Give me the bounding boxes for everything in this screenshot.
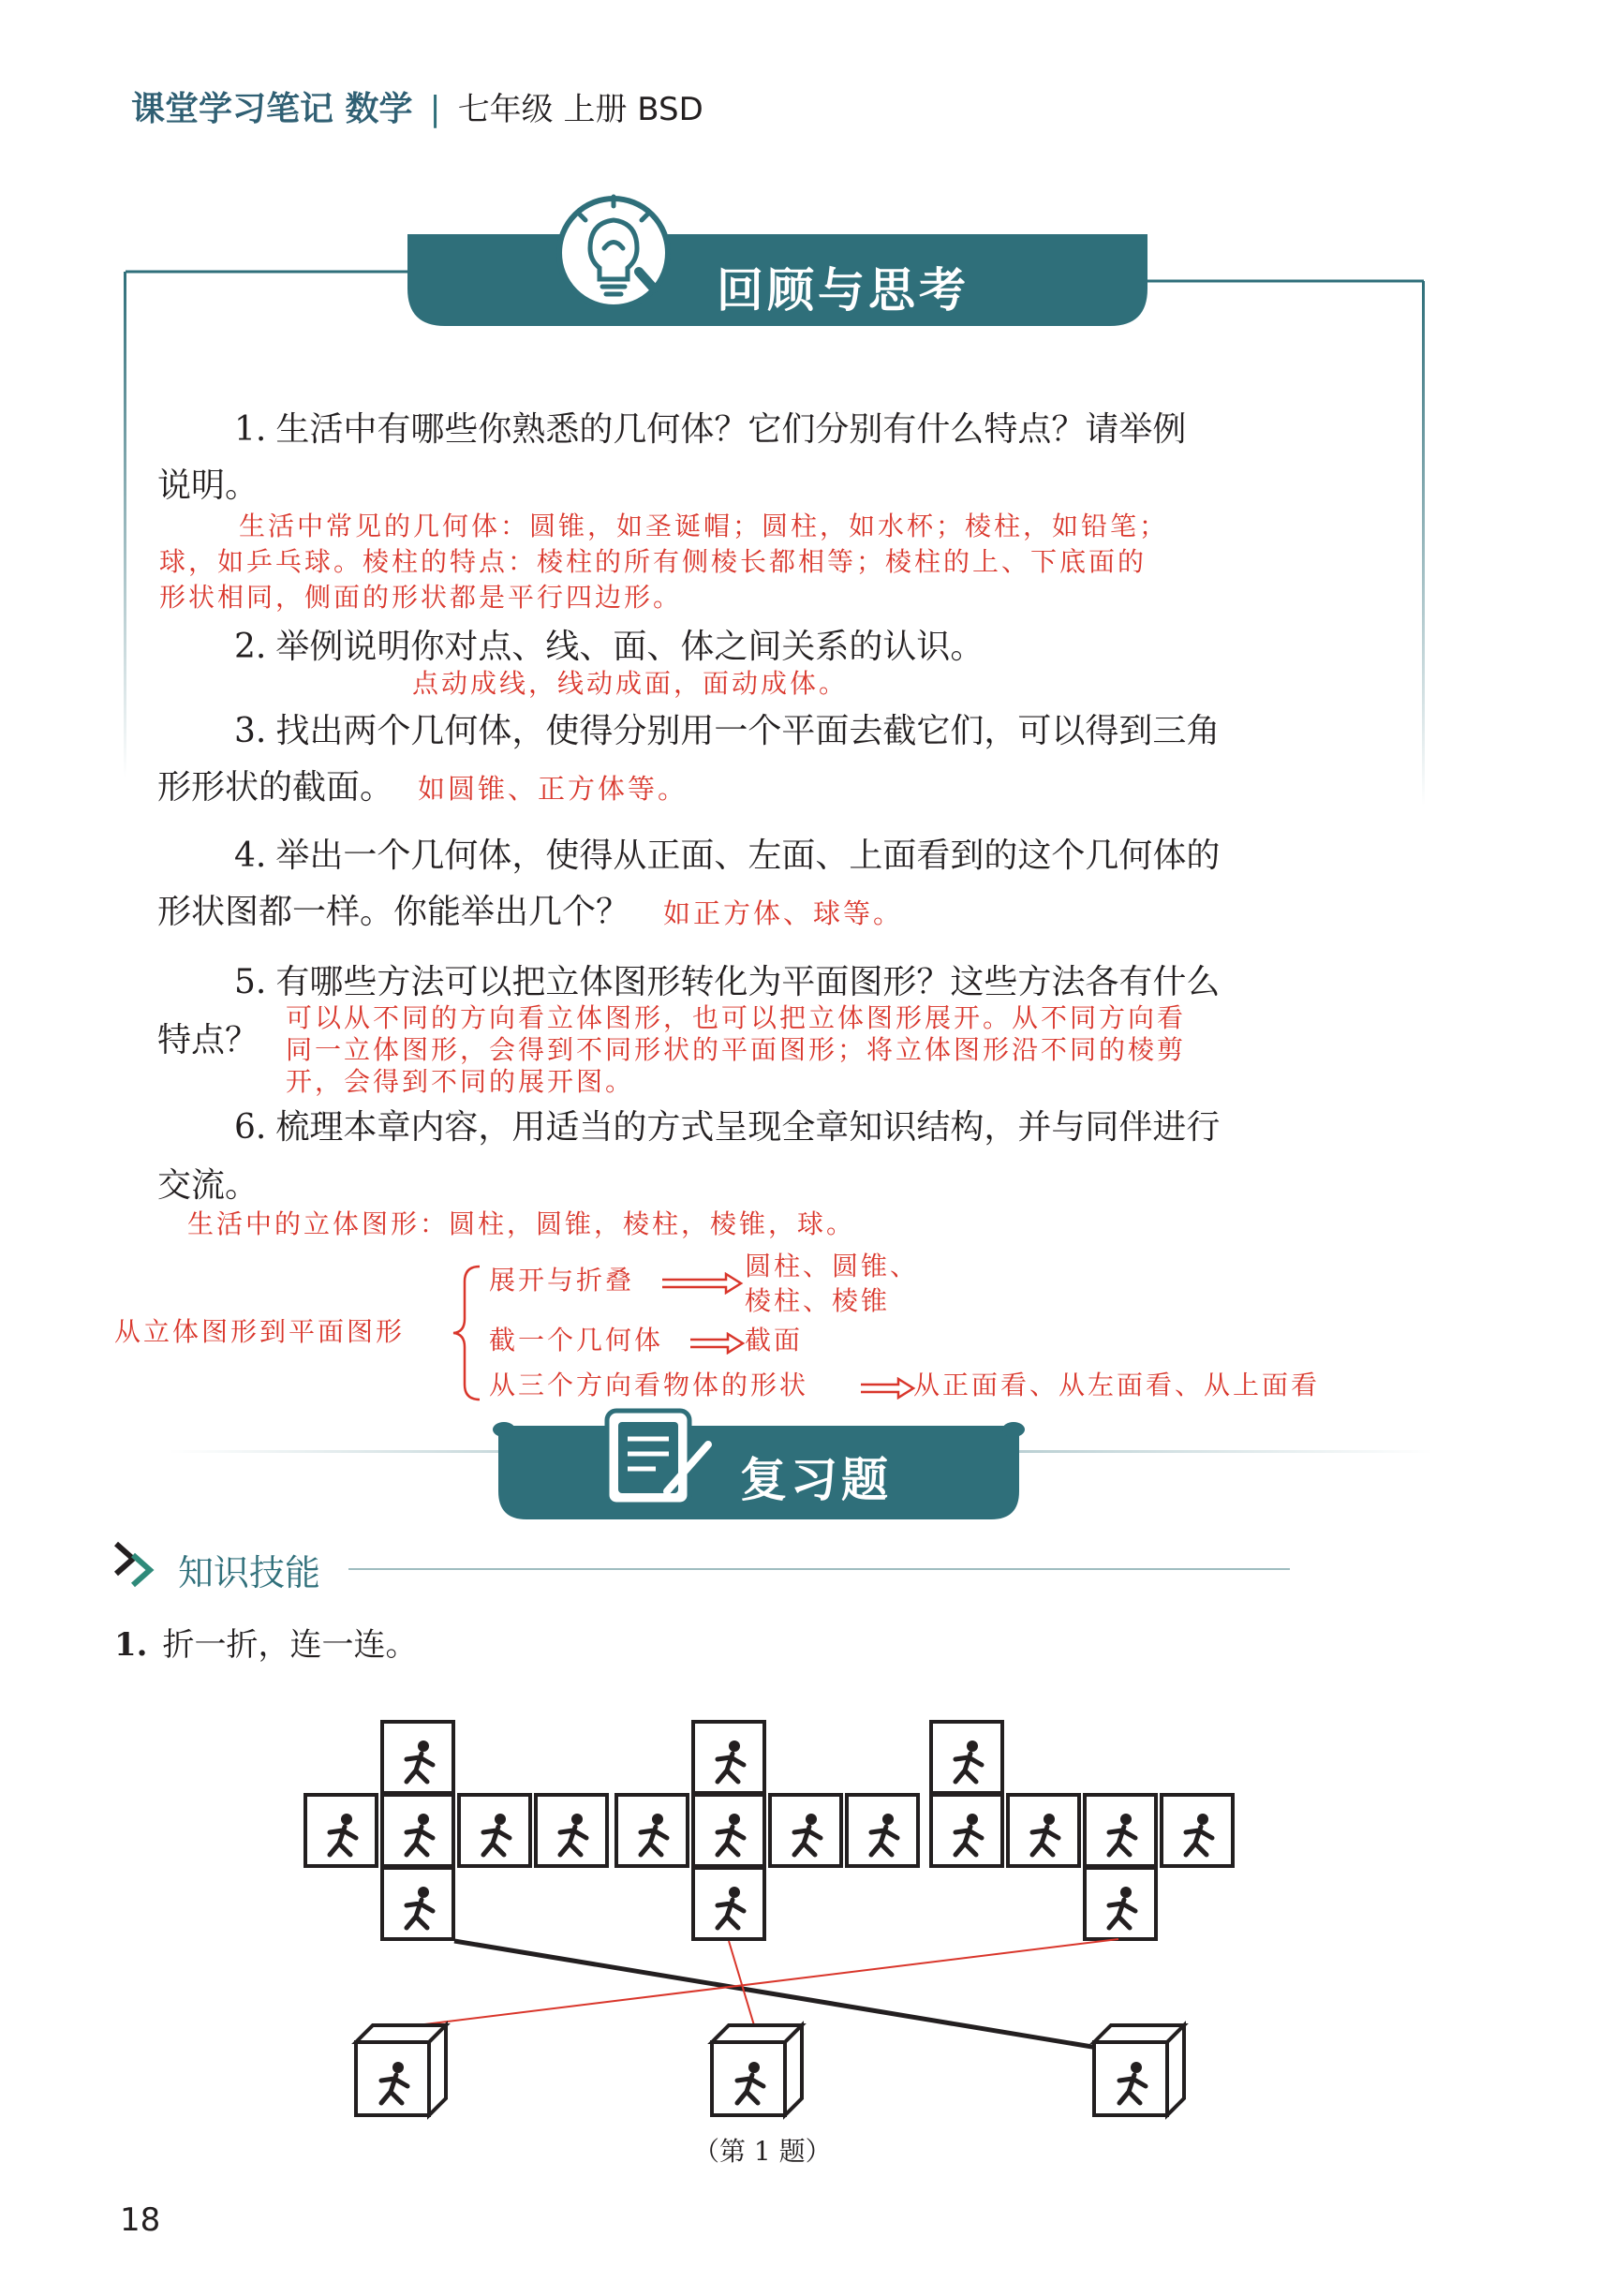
- net-face: [931, 1795, 1002, 1866]
- answer-1-line1: 生活中常见的几何体：圆锥，如圣诞帽；圆柱，如水杯；棱柱，如铅笔；: [239, 511, 1169, 541]
- structure-branch-3: 从三个方向看物体的形状: [489, 1370, 809, 1400]
- structure-branch-2-result: 截面: [745, 1325, 804, 1355]
- cube: [1094, 2025, 1184, 2115]
- review-title: 回顾与思考: [717, 262, 970, 318]
- grade-label: 七年级 上册 BSD: [457, 91, 703, 128]
- net-face: [305, 1795, 377, 1866]
- structure-root: 从立体图形到平面图形: [114, 1316, 406, 1347]
- figure-caption: （第 1 题）: [693, 2136, 832, 2167]
- match-line-answer: [729, 1941, 754, 2025]
- answer-2: 点动成线，线动成面，面动成体。: [412, 668, 849, 699]
- question-1: 1. 生活中有哪些你熟悉的几何体？它们分别有什么特点？请举例: [234, 410, 1187, 449]
- structure-branch-3-result: 从正面看、从左面看、从上面看: [913, 1370, 1321, 1400]
- net-face: [382, 1722, 453, 1793]
- net-face: [931, 1722, 1002, 1793]
- net-face: [1085, 1795, 1156, 1866]
- net-face: [847, 1795, 918, 1866]
- answer-3: 如圆锥、正方体等。: [418, 773, 688, 805]
- cube: [356, 2025, 446, 2115]
- question-4: 4. 举出一个几何体，使得从正面、左面、上面看到的这个几何体的: [234, 837, 1221, 875]
- net-face: [770, 1795, 841, 1866]
- net-face: [693, 1722, 764, 1793]
- subsection-title: 知识技能: [178, 1552, 321, 1593]
- book-title: 课堂学习笔记 数学: [131, 90, 413, 128]
- net-face: [693, 1868, 764, 1939]
- net-face: [693, 1795, 764, 1866]
- exercise-title: 复习题: [740, 1452, 892, 1507]
- answer-5-line2: 同一立体图形，会得到不同形状的平面图形；将立体图形沿不同的棱剪: [286, 1034, 1187, 1065]
- structure-branch-1: 展开与折叠: [489, 1265, 635, 1296]
- answer-5-line1: 可以从不同的方向看立体图形，也可以把立体图形展开。从不同方向看: [286, 1002, 1187, 1033]
- question-3: 3. 找出两个几何体，使得分别用一个平面去截它们，可以得到三角: [234, 712, 1221, 750]
- net-face: [1008, 1795, 1079, 1866]
- net-face: [382, 1795, 453, 1866]
- question-4-cont: 形状图都一样。你能举出几个？ 如正方体、球等。: [157, 893, 904, 931]
- net-face: [1162, 1795, 1233, 1866]
- page-number: 18: [120, 2201, 161, 2239]
- net-face: [536, 1795, 607, 1866]
- answer-1-line3: 形状相同，侧面的形状都是平行四边形。: [159, 582, 683, 613]
- structure-branch-1-result-2: 棱柱、棱锥: [745, 1285, 891, 1316]
- answer-4: 如正方体、球等。: [663, 897, 904, 929]
- answer-1-line2: 球，如乒乓球。棱柱的特点：棱柱的所有侧棱长都相等；棱柱的上、下底面的: [159, 546, 1147, 577]
- question-2: 2. 举例说明你对点、线、面、体之间关系的认识。: [234, 628, 985, 666]
- structure-branch-1-result-1: 圆柱、圆锥、: [745, 1251, 920, 1281]
- question-1-cont: 说明。: [157, 467, 259, 505]
- net-face: [459, 1795, 530, 1866]
- header-separator: |: [429, 90, 441, 128]
- question-5-cont: 特点？: [157, 1021, 259, 1059]
- question-6-cont: 交流。: [157, 1166, 259, 1205]
- exercise-1: 1. 折一折，连一连。: [114, 1626, 418, 1664]
- question-6: 6. 梳理本章内容，用适当的方式呈现全章知识结构，并与同伴进行: [234, 1108, 1221, 1147]
- net-face: [616, 1795, 688, 1866]
- cube: [712, 2025, 802, 2115]
- net-face: [1085, 1868, 1156, 1939]
- structure-branch-2: 截一个几何体: [489, 1325, 664, 1355]
- answer-5-line3: 开，会得到不同的展开图。: [286, 1066, 635, 1097]
- answer-6-intro: 生活中的立体图形：圆柱，圆锥，棱柱，棱锥，球。: [187, 1208, 856, 1239]
- question-5: 5. 有哪些方法可以把立体图形转化为平面图形？这些方法各有什么: [234, 963, 1221, 1001]
- net-face: [382, 1868, 453, 1939]
- question-3-cont: 形形状的截面。 如圆锥、正方体等。: [157, 768, 688, 807]
